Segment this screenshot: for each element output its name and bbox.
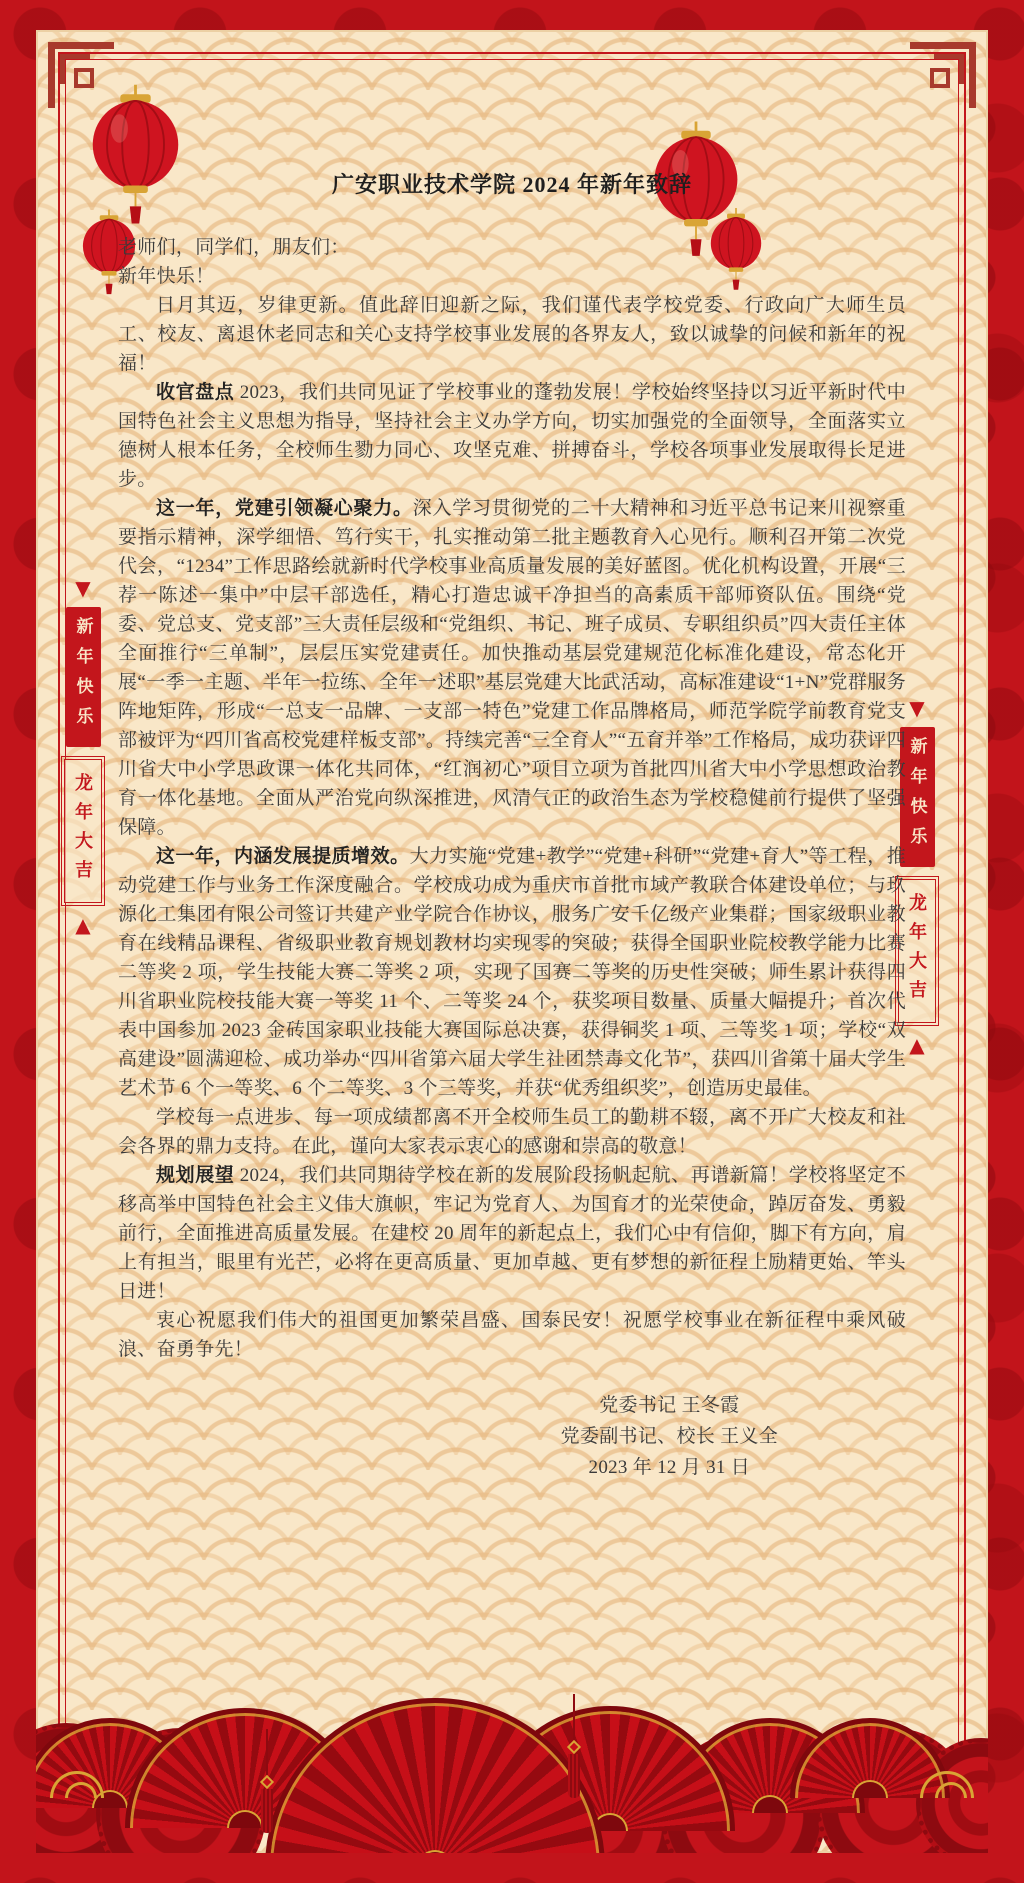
letter-body [36, 30, 988, 1483]
banner-greeting-text: 新年快乐 [900, 727, 935, 867]
paragraph-lead: 这一年，党建引领凝心聚力。 [156, 498, 413, 519]
signature-block [561, 1390, 778, 1483]
paragraph-text: 大力实施“党建+教学”“党建+科研”“党建+育人”等工程，推动党建工作与业务工作深度融合。学校成功成为重庆市首批市域产教联合体建设单位；与玖源化工集团有限公司签订共建产业学院合作协议，服务广安千亿级产业集群；国家级职业教育在线精品课程、省级职业教育规划教材均实现零的突破；获得全国职业院校教学能力比赛二等奖 2 项，学生技能大赛二等奖 2 项，实现了国赛二等奖的历史性突破；师生累计获得四川省职业院校技能大赛一等奖 11 个、二等奖 24 个，获奖项目数量、质量大幅提升；首次代表中国参加 2023 金砖国家职业技能大赛国际总决赛，获得铜奖 1 项、三等奖 1 项；学校“双高建设”圆满迎检、成功举办“四川省第六届大学生社团禁毒文化节”，获四川省第十届大学生艺术节 6 个一等奖、6 个二等奖、3 个三等奖，并获“优秀组织奖”，创造历史最佳。 [118, 846, 907, 1099]
paragraph-lead: 收官盘点 [156, 382, 235, 403]
paragraph [118, 494, 906, 842]
greeting-line: 新年快乐！ [118, 266, 215, 287]
paragraph-lead: 这一年，内涵发展提质增效。 [156, 846, 410, 867]
triangle-down-icon: ▼ [909, 696, 925, 720]
paragraph-text: 衷心祝愿我们伟大的祖国更加繁荣昌盛、国泰民安！祝愿学校事业在新征程中乘风破浪、奋勇争先！ [118, 1310, 906, 1360]
fan-icon [265, 1698, 605, 1853]
paragraph-text: 2024，我们共同期待学校在新的发展阶段扬帆起航、再谱新篇！学校将坚定不移高举中国特色社会主义伟大旗帜，牢记为党育人、为国育才的光荣使命，踔厉奋发、勇毅前行，全面推进高质量发展。在建校 20 周年的新起点上，我们心中有信仰，脚下有方向，肩上有担当，眼里有光芒，必将在更高质量、更加卓越、更有梦想的新征程上励精更始、竿头日进！ [118, 1165, 906, 1302]
signature-president: 党委副书记、校长 王义全 [560, 1426, 778, 1447]
paragraph [118, 378, 906, 494]
fan-icon [485, 1706, 735, 1831]
triangle-down-icon: ▼ [75, 576, 91, 600]
paragraph [118, 842, 906, 1103]
triangle-up-icon: ▲ [75, 913, 91, 937]
medallion-icon [96, 1728, 266, 1853]
banner-greeting-text: 新年快乐 [66, 607, 101, 747]
triangle-up-icon: ▲ [909, 1033, 925, 1057]
signature-date: 2023 年 12 月 31 日 [588, 1457, 751, 1478]
tassel-icon [261, 1729, 273, 1833]
paragraph [118, 1306, 906, 1364]
banner-dragon-text: 龙年大吉 [64, 759, 102, 903]
medallion-icon [271, 1738, 446, 1853]
medallion-icon [511, 1738, 686, 1853]
medallion-icon [661, 1733, 826, 1853]
salutation: 老师们，同学们，朋友们： [118, 237, 350, 258]
fan-icon [125, 1708, 365, 1828]
page-title: 广安职业技术学院 2024 年新年致辞 [331, 172, 692, 197]
paragraph-text: 学校每一点进步、每一项成绩都离不开全校师生员工的勤耕不辍，离不开广大校友和社会各界的鼎力支持。在此，谨向大家表示衷心的感谢和崇高的敬意！ [118, 1107, 906, 1157]
signature-secretary: 党委书记 王冬霞 [599, 1395, 740, 1416]
paragraph [118, 1161, 906, 1306]
letter-paper [36, 30, 988, 1853]
paragraph-text: 日月其迈，岁律更新。值此辞旧迎新之际，我们谨代表学校党委、行政向广大师生员工、校友、离退休老同志和关心支持学校事业发展的各界友人，致以诚挚的问候和新年的祝福！ [118, 295, 906, 374]
bottom-decoration [36, 1523, 988, 1853]
paragraph [118, 1103, 906, 1161]
paragraph-lead: 规划展望 [156, 1165, 235, 1186]
frame-corner-icon [910, 1775, 976, 1841]
tassel-icon [568, 1694, 580, 1798]
paragraph-text: 2023，我们共同见证了学校事业的蓬勃发展！学校始终坚持以习近平新时代中国特色社会主义思想为指导，坚持社会主义办学方向，切实加强党的全面领导，全面落实立德树人根本任务，全校师生勠力同心、攻坚克难、拼搏奋斗，学校各项事业发展取得长足进步。 [118, 382, 906, 490]
frame-corner-icon [48, 1775, 114, 1841]
paragraph-text: 深入学习贯彻党的二十大精神和习近平总书记来川视察重要指示精神，深学细悟、笃行实干，扎实推动第二批主题教育入心见行。顺利召开第二次党代会，“1234”工作思路绘就新时代学校事业高质量发展的美好蓝图。优化机构设置，开展“三荐一陈述一集中”中层干部选任，精心打造忠诚干净担当的高素质干部师资队伍。围绕“党委、党总支、党支部”三大责任层级和“党组织、书记、班子成员、专职组织员”四大责任主体全面推行“三单制”，层层压实党建责任。加快推动基层党建规范化标准化建设，常态化开展“一季一主题、半年一拉练、全年一述职”基层党建大比武活动，高标准建设“1+N”党群服务阵地矩阵，形成“一总支一品牌、一支部一特色”党建工作品牌格局，师范学院学前教育党支部被评为“四川省高校党建样板支部”。持续完善“三全育人”“五育并举”工作格局，成功获评四川省大中小学思政课一体化共同体，“红润初心”项目立项为首批四川省大中小学思想政治教育一体化基地。全面从严治党向纵深推进，风清气正的政治生态为学校稳健前行提供了坚强保障。 [118, 498, 906, 838]
fan-icon [675, 1718, 865, 1813]
banner-dragon-text: 龙年大吉 [898, 879, 936, 1023]
paragraph [118, 291, 906, 378]
